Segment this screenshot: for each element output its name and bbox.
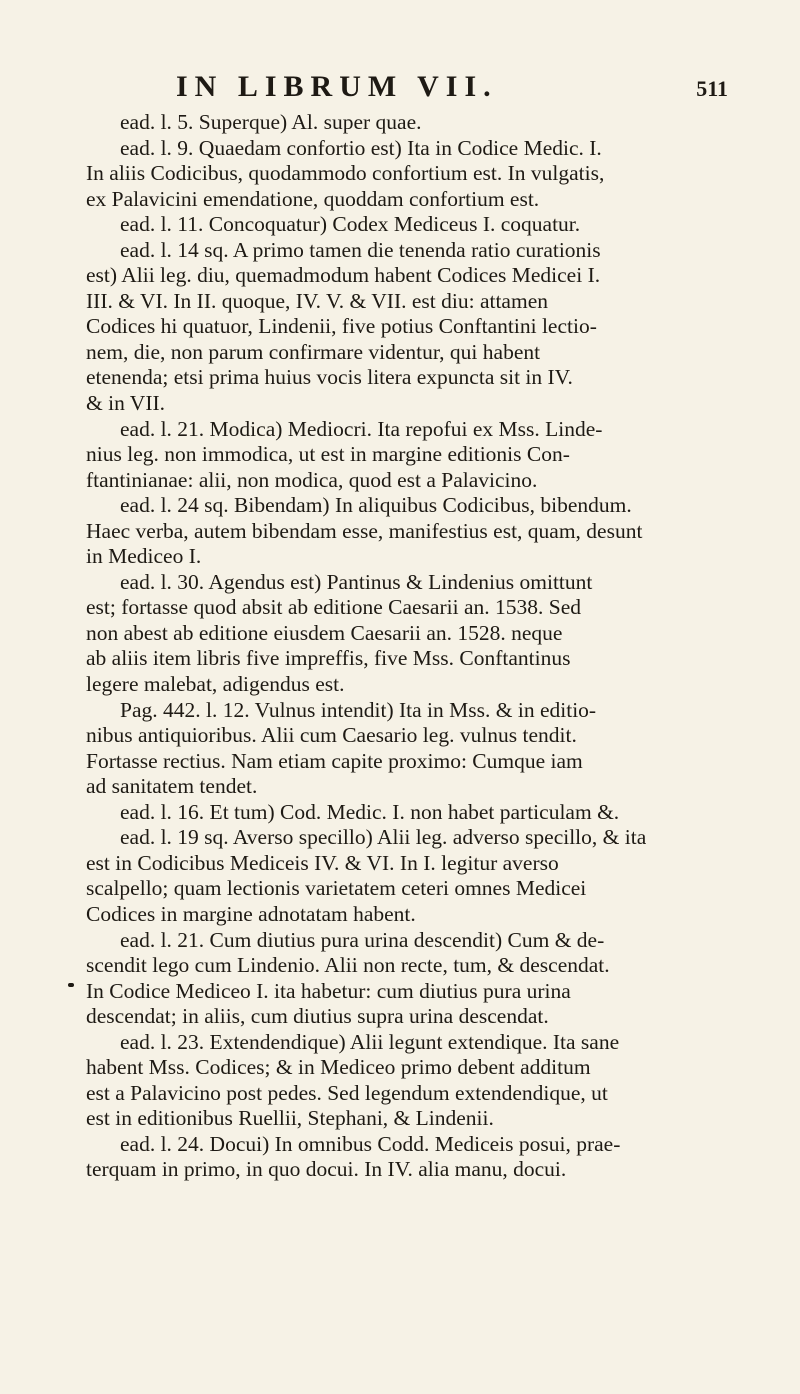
- text-line: Fortasse rectius. Nam etiam capite proximo: Cumque iam: [86, 748, 583, 773]
- text-line: nius leg. non immodica, ut est in margine editionis Con-: [86, 442, 570, 467]
- text-line: scendit lego cum Lindenio. Alii non recte, tum, & descendat.: [86, 953, 610, 978]
- text-line: est; fortasse quod absit ab editione Caesarii an. 1538. Sed: [86, 595, 581, 620]
- commentary-text: [86, 110, 746, 1183]
- text-line: in Mediceo I.: [86, 544, 202, 569]
- margin-mark: [68, 983, 74, 987]
- text-line: III. & VI. In II. quoque, IV. V. & VII. est diu: attamen: [86, 288, 548, 313]
- text-line: legere malebat, adigendus est.: [86, 672, 345, 697]
- page-number: 511: [696, 76, 728, 101]
- text-line: In Codice Mediceo I. ita habetur: cum diutius pura urina: [86, 978, 571, 1003]
- text-line: ex Palavicini emendatione, quoddam confortium est.: [86, 186, 540, 211]
- text-line: Haec verba, autem bibendam esse, manifestius est, quam, desunt: [86, 518, 643, 543]
- text-line: In aliis Codicibus, quodammodo confortium est. In vulgatis,: [86, 161, 605, 186]
- text-line: ead. l. 5. Superque) Al. super quae.: [120, 110, 422, 134]
- text-line: ead. l. 23. Extendendique) Alii legunt extendique. Ita sane: [120, 1029, 620, 1054]
- text-line: ad sanitatem tendet.: [86, 774, 258, 799]
- text-line: habent Mss. Codices; & in Mediceo primo debent additum: [86, 1055, 591, 1080]
- text-line: ftantinianae: alii, non modica, quod est a Palavicino.: [86, 467, 538, 492]
- text-line: nem, die, non parum confirmare videntur, qui habent: [86, 339, 541, 364]
- text-line: ead. l. 9. Quaedam confortio est) Ita in Codice Medic. I.: [120, 135, 602, 160]
- text-line: ead. l. 19 sq. Averso specillo) Alii leg. adverso specillo, & ita: [120, 825, 647, 850]
- text-line: ead. l. 11. Concoquatur) Codex Mediceus I. coquatur.: [120, 212, 581, 237]
- text-line: terquam in primo, in quo docui. In IV. alia manu, docui.: [86, 1157, 567, 1182]
- running-head: [168, 70, 728, 110]
- text-line: nibus antiquioribus. Alii cum Caesario leg. vulnus tendit.: [86, 723, 577, 748]
- text-line: ead. l. 30. Agendus est) Pantinus & Lindenius omittunt: [120, 569, 593, 594]
- running-title: IN LIBRUM VII.: [176, 70, 498, 103]
- text-line: ead. l. 21. Cum diutius pura urina descendit) Cum & de-: [120, 927, 605, 952]
- text-line: descendat; in aliis, cum diutius supra urina descendat.: [86, 1004, 549, 1029]
- text-line: Codices hi quatuor, Lindenii, five potius Conftantini lectio-: [86, 314, 597, 339]
- text-line: non abest ab editione eiusdem Caesarii an. 1528. neque: [86, 620, 563, 645]
- text-line: & in VII.: [86, 391, 166, 416]
- text-line: ead. l. 21. Modica) Mediocri. Ita repofui ex Mss. Linde-: [120, 416, 603, 441]
- text-line: ead. l. 24. Docui) In omnibus Codd. Mediceis posui, prae-: [120, 1131, 621, 1156]
- text-line: Pag. 442. l. 12. Vulnus intendit) Ita in Mss. & in editio-: [120, 697, 597, 722]
- text-line: Codices in margine adnotatam habent.: [86, 901, 416, 926]
- text-line: ead. l. 16. Et tum) Cod. Medic. I. non habet particulam &.: [120, 799, 620, 824]
- text-line: ead. l. 14 sq. A primo tamen die tenenda ratio curationis: [120, 237, 601, 262]
- text-line: est in editionibus Ruellii, Stephani, & Lindenii.: [86, 1106, 494, 1131]
- text-line: est in Codicibus Mediceis IV. & VI. In I. legitur averso: [86, 850, 559, 875]
- text-line: est) Alii leg. diu, quemadmodum habent Codices Medicei I.: [86, 263, 601, 288]
- text-line: est a Palavicino post pedes. Sed legendum extendendique, ut: [86, 1080, 608, 1105]
- text-line: scalpello; quam lectionis varietatem ceteri omnes Medicei: [86, 876, 587, 901]
- text-line: etenenda; etsi prima huius vocis litera expuncta sit in IV.: [86, 365, 573, 390]
- text-line: ab aliis item libris five impreffis, five Mss. Conftantinus: [86, 646, 571, 671]
- text-line: ead. l. 24 sq. Bibendam) In aliquibus Codicibus, bibendum.: [120, 493, 632, 518]
